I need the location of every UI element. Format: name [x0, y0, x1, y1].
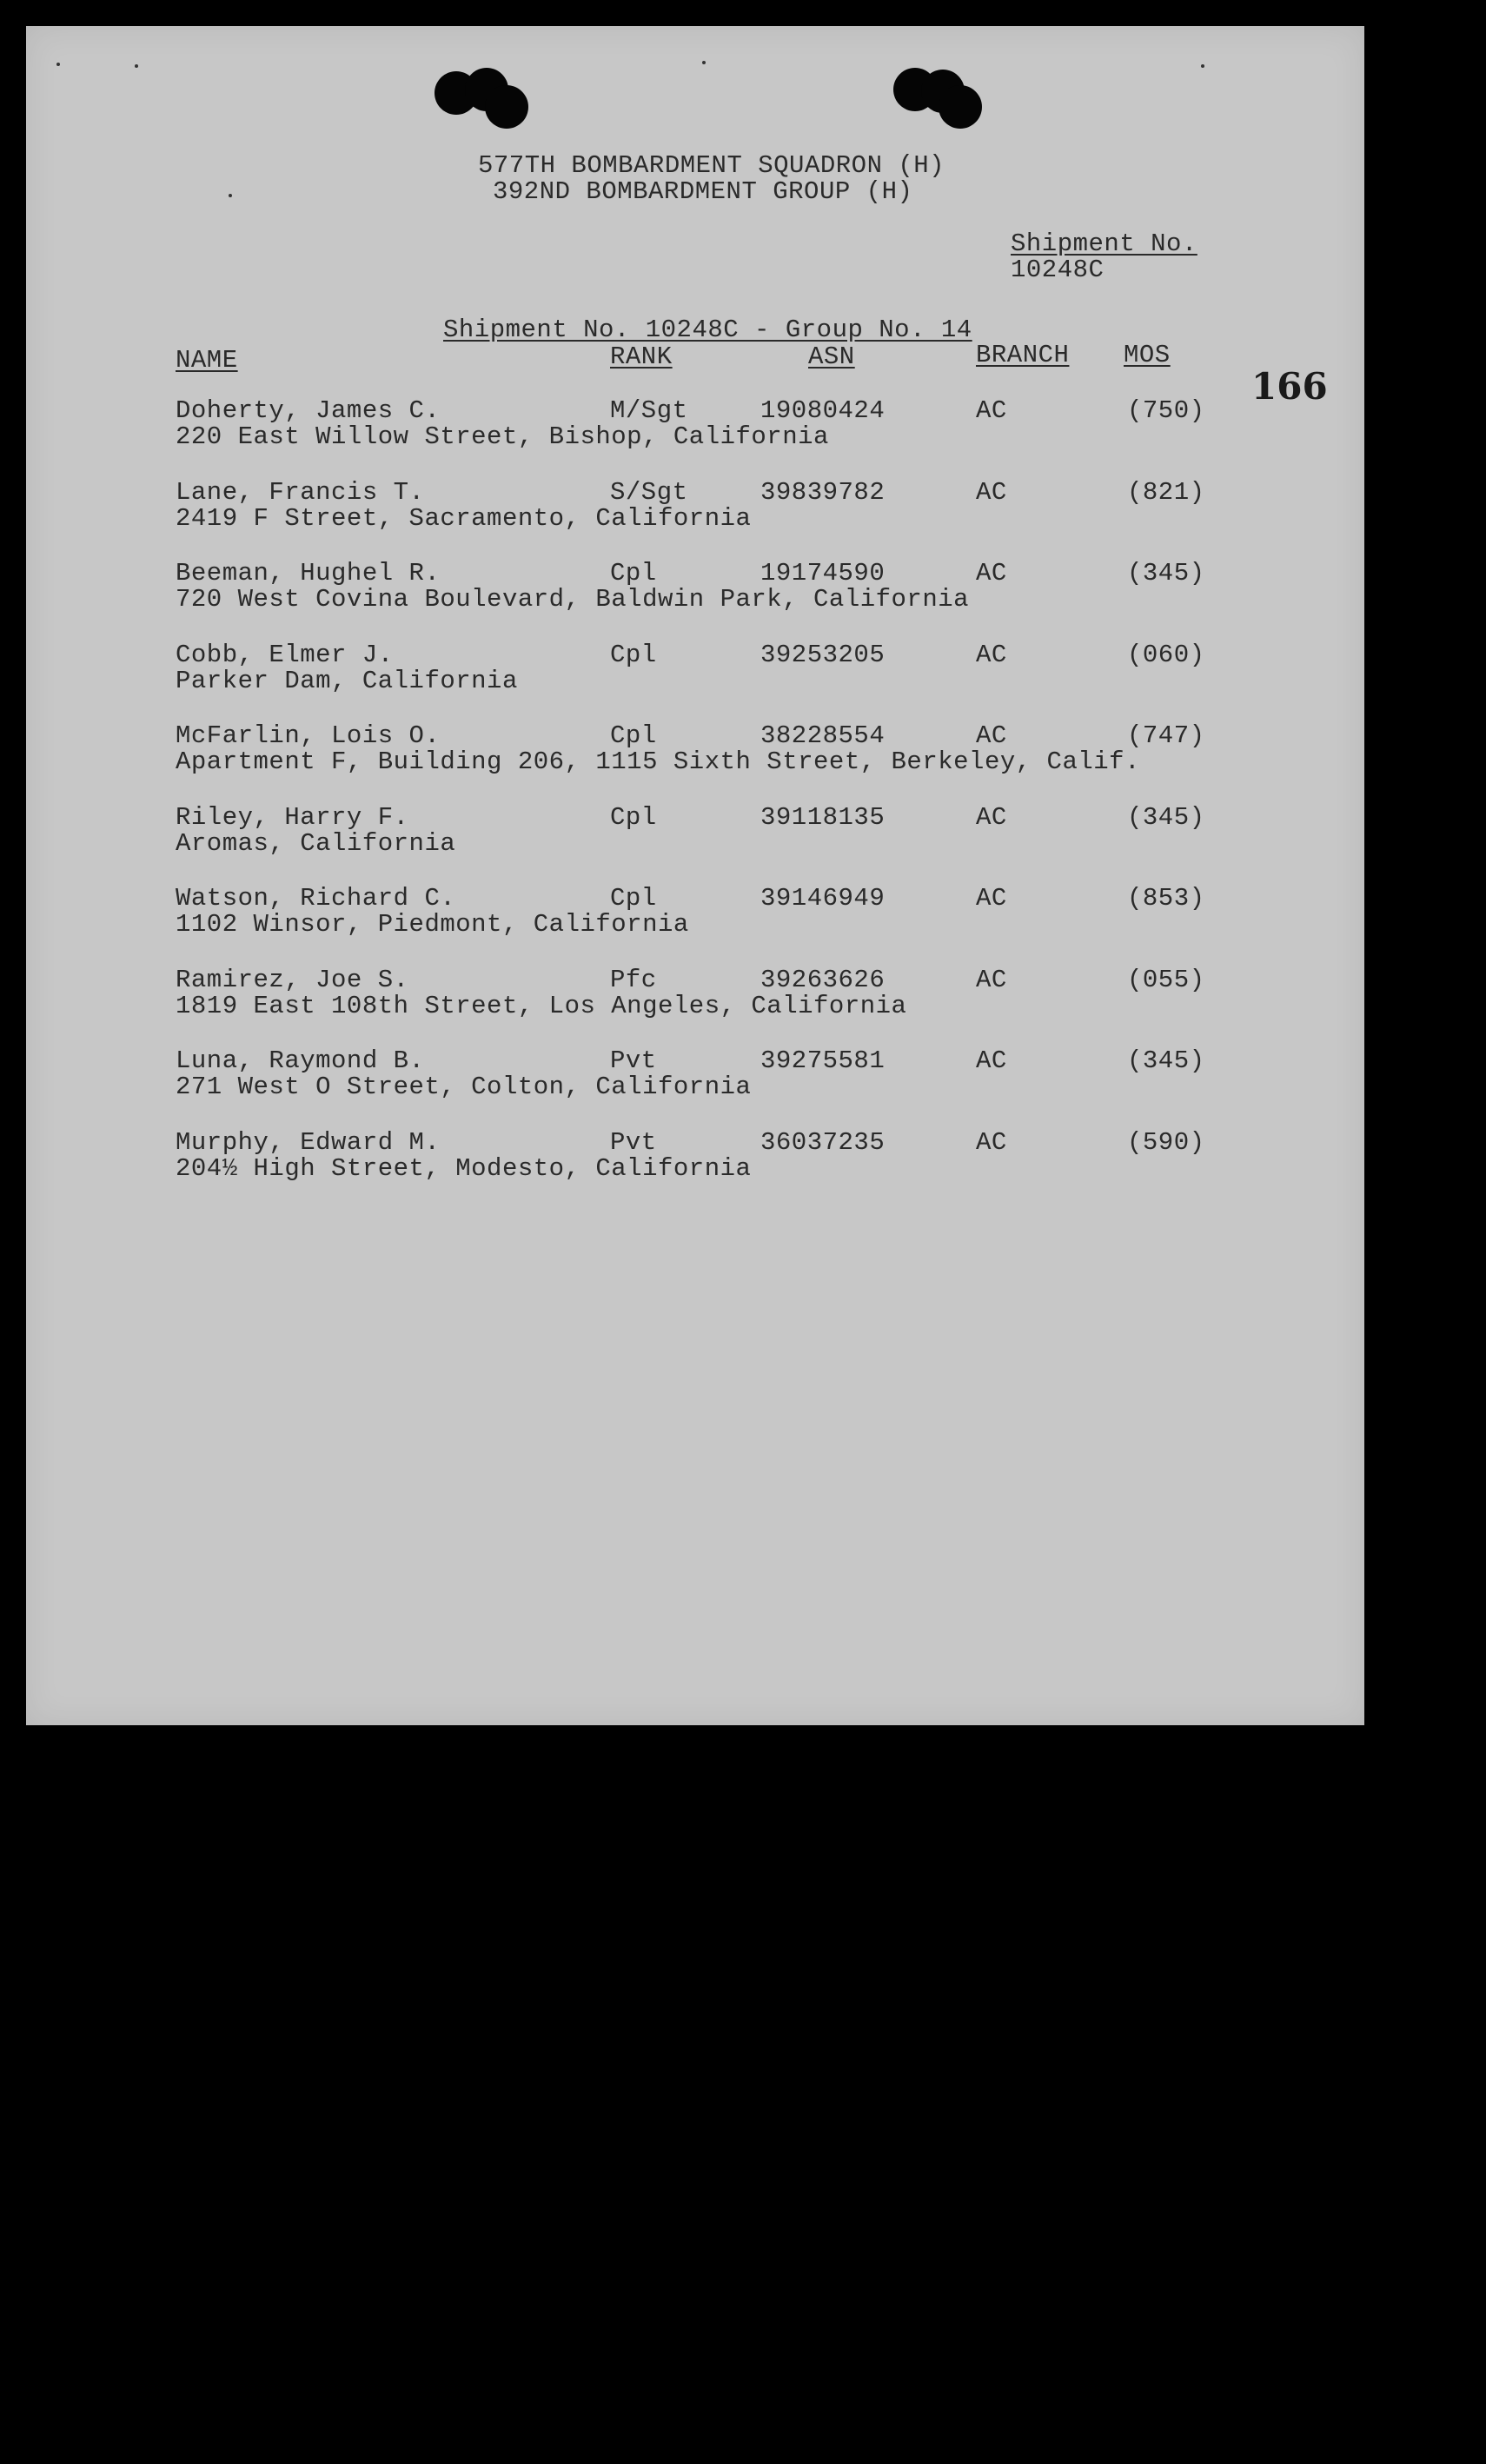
column-header-rank: RANK: [610, 342, 673, 371]
entry-mos: (055): [1127, 965, 1205, 994]
entry-rank: Pvt: [610, 1127, 657, 1157]
entry-rank: M/Sgt: [610, 396, 688, 425]
shipment-number: 10248C: [1011, 256, 1105, 284]
entry-name: Watson, Richard C.: [176, 884, 456, 913]
dust-speck: [229, 194, 232, 197]
entry-asn: 36037235: [760, 1127, 886, 1157]
entry-rank: Cpl: [610, 640, 657, 669]
entry-branch: AC: [976, 477, 1007, 507]
entry-name: McFarlin, Lois O.: [176, 721, 441, 750]
column-header-asn: ASN: [808, 342, 855, 371]
entry-asn: 19174590: [760, 559, 886, 588]
entry-branch: AC: [976, 640, 1007, 669]
entry-branch: AC: [976, 1127, 1007, 1157]
column-header-branch: BRANCH: [976, 341, 1070, 369]
entry-rank: Cpl: [610, 802, 657, 832]
entry-name: Riley, Harry F.: [176, 802, 409, 832]
entry-asn: 19080424: [760, 396, 886, 425]
dust-speck: [1201, 64, 1204, 68]
group-title: Shipment No. 10248C - Group No. 14: [443, 315, 972, 344]
entry-branch: AC: [976, 965, 1007, 994]
entry-branch: AC: [976, 802, 1007, 832]
entry-address: Apartment F, Building 206, 1115 Sixth Street, Berkeley, Calif.: [176, 747, 1140, 776]
squadron-heading: 577TH BOMBARDMENT SQUADRON (H): [478, 151, 945, 180]
entry-address: 220 East Willow Street, Bishop, California: [176, 422, 829, 451]
entry-rank: Cpl: [610, 721, 657, 750]
entry-asn: 39275581: [760, 1046, 886, 1075]
entry-rank: Pfc: [610, 965, 657, 994]
column-header-name: NAME: [176, 346, 238, 375]
entry-mos: (345): [1127, 559, 1205, 588]
entry-name: Lane, Francis T.: [176, 477, 425, 507]
entry-asn: 38228554: [760, 721, 886, 750]
entry-asn: 39146949: [760, 884, 886, 913]
entry-mos: (345): [1127, 802, 1205, 832]
entry-rank: S/Sgt: [610, 477, 688, 507]
entry-asn: 39839782: [760, 477, 886, 507]
entry-address: 204½ High Street, Modesto, California: [176, 1153, 752, 1183]
entry-name: Doherty, James C.: [176, 396, 441, 425]
entry-mos: (590): [1127, 1127, 1205, 1157]
entry-asn: 39253205: [760, 640, 886, 669]
entry-mos: (060): [1127, 640, 1205, 669]
entry-branch: AC: [976, 884, 1007, 913]
entry-name: Cobb, Elmer J.: [176, 640, 394, 669]
entry-rank: Pvt: [610, 1046, 657, 1075]
entry-mos: (853): [1127, 884, 1205, 913]
entry-mos: (747): [1127, 721, 1205, 750]
entry-name: Luna, Raymond B.: [176, 1046, 425, 1075]
entry-address: 2419 F Street, Sacramento, California: [176, 503, 752, 533]
entry-rank: Cpl: [610, 884, 657, 913]
entry-name: Beeman, Hughel R.: [176, 559, 441, 588]
entry-address: 1102 Winsor, Piedmont, California: [176, 910, 689, 939]
entry-branch: AC: [976, 721, 1007, 750]
entry-branch: AC: [976, 396, 1007, 425]
entry-address: 271 West O Street, Colton, California: [176, 1073, 752, 1101]
punch-hole: [939, 85, 982, 129]
entry-address: Parker Dam, California: [176, 666, 518, 695]
punch-hole: [485, 85, 528, 129]
shipment-label: Shipment No.: [1011, 229, 1197, 258]
entry-rank: Cpl: [610, 559, 657, 588]
entry-address: 720 West Covina Boulevard, Baldwin Park, California: [176, 585, 970, 614]
group-heading: 392ND BOMBARDMENT GROUP (H): [493, 177, 913, 206]
entry-branch: AC: [976, 559, 1007, 588]
document-page: [26, 26, 1364, 1725]
entry-mos: (345): [1127, 1046, 1205, 1075]
entry-branch: AC: [976, 1046, 1007, 1075]
entry-asn: 39263626: [760, 965, 886, 994]
page-number: 166: [1251, 365, 1328, 408]
entry-name: Murphy, Edward M.: [176, 1127, 441, 1157]
entry-mos: (750): [1127, 396, 1205, 425]
entry-asn: 39118135: [760, 802, 886, 832]
dust-speck: [56, 63, 60, 66]
entry-name: Ramirez, Joe S.: [176, 965, 409, 994]
entry-mos: (821): [1127, 477, 1205, 507]
entry-address: Aromas, California: [176, 828, 456, 858]
column-header-mos: MOS: [1124, 341, 1171, 369]
dust-speck: [135, 64, 138, 68]
dust-speck: [702, 61, 706, 64]
entry-address: 1819 East 108th Street, Los Angeles, California: [176, 991, 907, 1020]
